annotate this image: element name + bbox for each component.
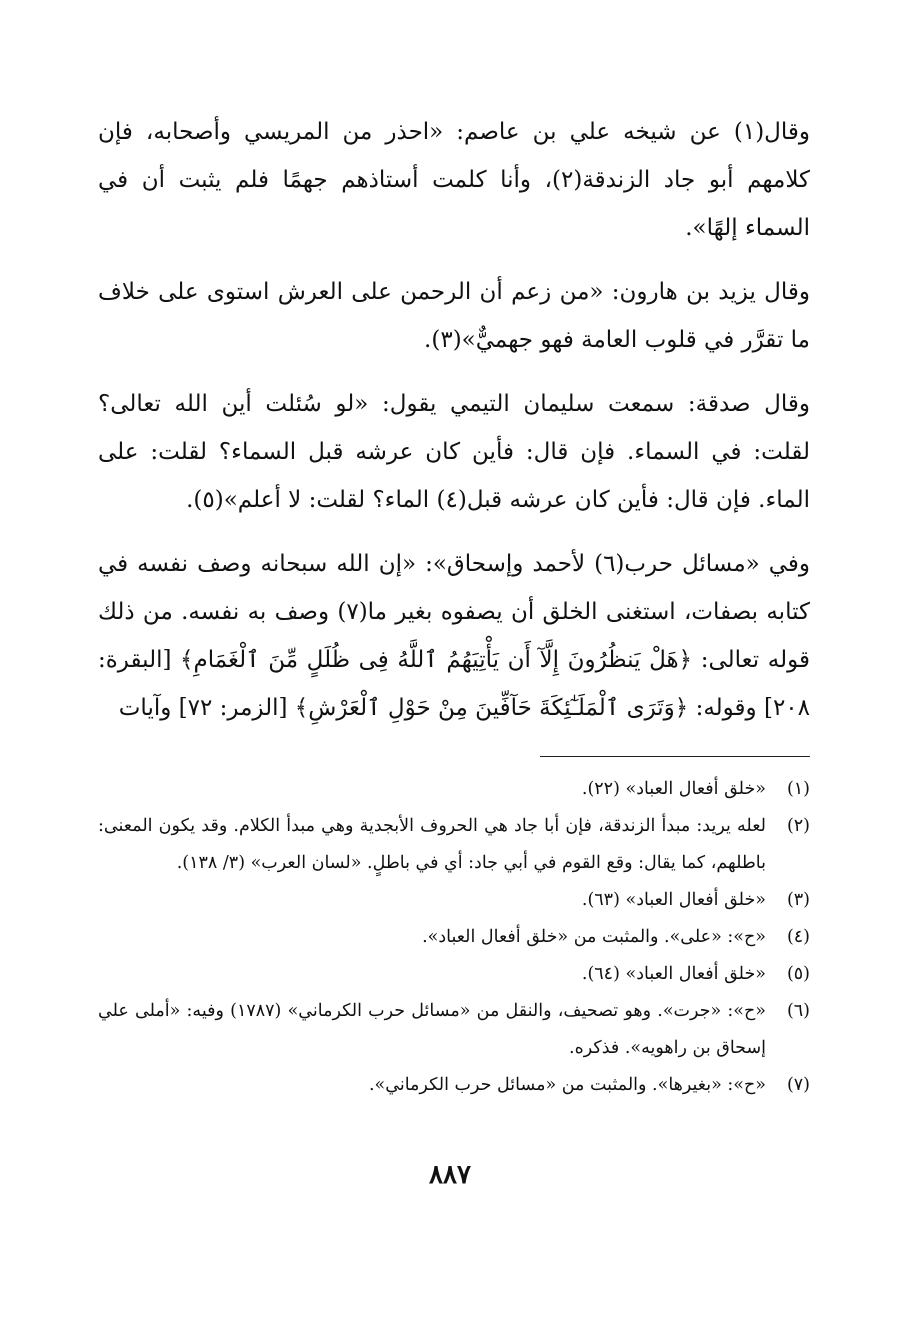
- footnote-text: «خلق أفعال العباد» (٢٢).: [581, 779, 766, 799]
- footnote-text: «ح»: «على». والمثبت من «خلق أفعال العباد».: [422, 927, 766, 947]
- footnote-2: [98, 808, 810, 882]
- book-page: [98, 108, 810, 1104]
- footnote-text: «خلق أفعال العباد» (٦٣).: [581, 890, 766, 910]
- footnote-separator-wrap: [98, 748, 810, 771]
- footnote-separator: [540, 756, 810, 757]
- page-number: ٨٨٧: [429, 1160, 471, 1190]
- footnote-text: «ح»: «بغيرها». والمثبت من «مسائل حرب الكرماني».: [368, 1075, 766, 1095]
- footnote-number: (٥): [786, 964, 810, 984]
- footnote-text: لعله يريد: مبدأ الزندقة، فإن أبا جاد هي الحروف الأبجدية وهي مبدأ الكلام. وقد يكون المعنى: باطلهم، كما يقال: وقع القوم في أبي جاد: أي في باطلٍ. «لسان العرب» (٣/ ١٣٨).: [98, 816, 766, 873]
- footnote-7: [98, 1067, 810, 1104]
- paragraph-2: وقال يزيد بن هارون: «من زعم أن الرحمن على العرش استوى على خلاف ما تقرَّر في قلوب العامة فهو جهميٌّ»(٣).: [98, 279, 810, 353]
- footnote-number: (١): [786, 779, 810, 799]
- footnote-number: (٣): [786, 890, 810, 910]
- main-text: [98, 108, 810, 732]
- footnote-text: «ح»: «جرت». وهو تصحيف، والنقل من «مسائل حرب الكرماني» (١٧٨٧) وفيه: «أملى علي إسحاق بن راهويه». فذكره.: [98, 1001, 766, 1058]
- paragraph-3: وقال صدقة: سمعت سليمان التيمي يقول: «لو سُئلت أين الله تعالى؟ لقلت: في السماء. فإن قال: فأين كان عرشه قبل السماء؟ لقلت: على الماء. فإن قال: فأين كان عرشه قبل(٤) الماء؟ لقلت: لا أعلم»(٥).: [98, 391, 810, 513]
- footnote-1: [98, 771, 810, 808]
- footnote-5: [98, 956, 810, 993]
- footnote-number: (٧): [786, 1075, 810, 1095]
- footnote-4: [98, 919, 810, 956]
- footnotes-list: [98, 771, 810, 1104]
- footnote-number: (٤): [786, 927, 810, 947]
- footnote-text: «خلق أفعال العباد» (٦٤).: [581, 964, 766, 984]
- footnote-6: [98, 993, 810, 1067]
- paragraph-4: وفي «مسائل حرب(٦) لأحمد وإسحاق»: «إن الله سبحانه وصف نفسه في كتابه بصفات، استغنى الخلق أن يصفوه بغير ما(٧) وصف به نفسه. من ذلك قوله تعالى: ﴿هَلْ يَنظُرُونَ إِلَّآ أَن يَأْتِيَهُمُ ٱللَّهُ فِى ظُلَلٍ مِّنَ ٱلْغَمَامِ﴾ [البقرة: ٢٠٨] وقوله: ﴿وَتَرَى ٱلْمَلَـٰٓئِكَةَ حَآفِّينَ مِنْ حَوْلِ ٱلْعَرْشِ﴾ [الزمر: ٧٢] وآيات: [98, 551, 810, 721]
- footnote-3: [98, 882, 810, 919]
- footnote-number: (٢): [786, 816, 810, 836]
- paragraph-1: وقال(١) عن شيخه علي بن عاصم: «احذر من المريسي وأصحابه، فإن كلامهم أبو جاد الزندقة(٢)، وأنا كلمت أستاذهم جهمًا فلم يثبت أن في السماء إلهًا».: [98, 119, 810, 241]
- footnote-number: (٦): [786, 1001, 810, 1021]
